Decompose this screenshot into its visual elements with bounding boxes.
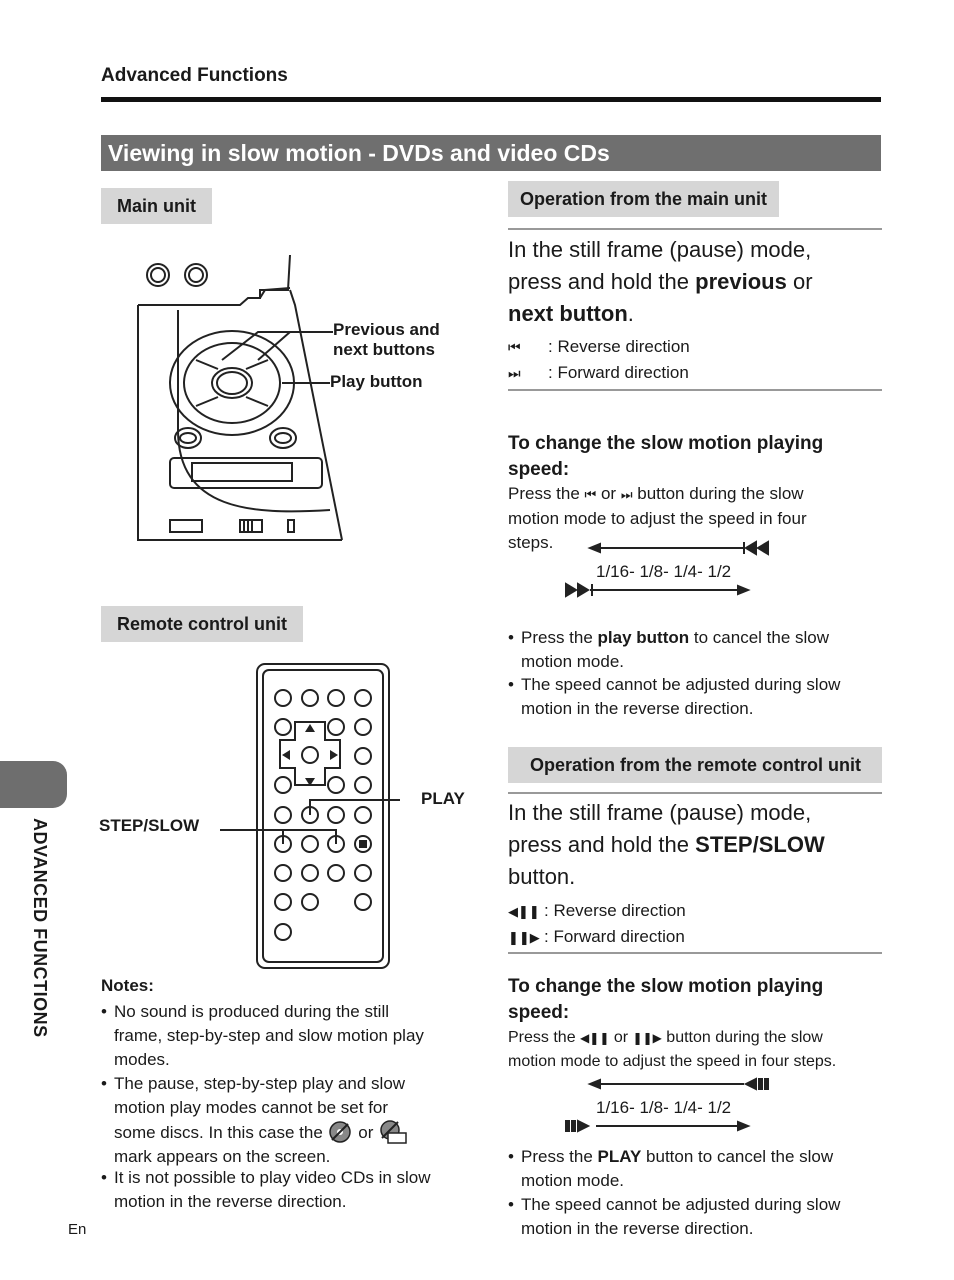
main-unit-label: Main unit [101, 188, 212, 224]
remote-speed-text: Press the ◀❚❚ or ❚❚▶ button during the slow motion mode to adjust the speed in four steps. [508, 1029, 837, 1070]
main-op-reverse: ⏮ : Reverse direction [508, 337, 690, 356]
main-speed-text: Press the ⏮ or ⏭ button during the slow motion mode to adjust the speed in four steps. [508, 484, 807, 552]
main-bullet-2: • The speed cannot be adjusted during slow motion in the reverse direction. [508, 675, 841, 718]
remote-bullet-1: • Press the PLAY button to cancel the slow motion mode. [508, 1147, 834, 1190]
note-1: • No sound is produced during the still frame, step-by-step and slow motion play modes. [101, 1002, 424, 1069]
main-op-instruction: In the still frame (pause) mode, press and hold the previous or next button. [508, 237, 813, 326]
remote-bullet-2: • The speed cannot be adjusted during slow motion in the reverse direction. [508, 1195, 841, 1238]
callout-play: PLAY [421, 789, 465, 808]
divider [508, 792, 882, 794]
side-tab [0, 761, 67, 808]
main-speed-heading: To change the slow motion playing speed: [508, 433, 824, 480]
note-3: • It is not possible to play video CDs in slow motion in the reverse direction. [101, 1168, 431, 1211]
main-speed-steps: 1/16- 1/8- 1/4- 1/2 [596, 562, 732, 581]
section-header: Advanced Functions [101, 65, 288, 86]
remote-speed-heading: To change the slow motion playing speed: [508, 976, 824, 1023]
remote-illustration [220, 660, 400, 975]
side-tab-text: ADVANCED FUNCTIONS [30, 818, 50, 1038]
hand-prohibited-icon [378, 1120, 408, 1144]
remote-speed-steps: 1/16- 1/8- 1/4- 1/2 [596, 1098, 732, 1117]
divider [508, 389, 882, 391]
disc-prohibited-icon [328, 1120, 354, 1144]
header-rule [101, 97, 881, 102]
page-title: Viewing in slow motion - DVDs and video CDs [101, 135, 881, 171]
notes-heading: Notes: [101, 976, 154, 995]
divider [508, 952, 882, 954]
page-language: En [68, 1221, 87, 1238]
callout-prev-next: Previous and next buttons [333, 320, 440, 359]
main-op-label: Operation from the main unit [508, 181, 779, 217]
main-bullet-1: • Press the play button to cancel the slow motion mode. [508, 628, 830, 671]
main-unit-illustration [130, 250, 470, 550]
remote-op-reverse: ◀❚❚ : Reverse direction [508, 901, 686, 920]
callout-step-slow: STEP/SLOW [99, 816, 200, 835]
divider [508, 228, 882, 230]
note-2: • The pause, step-by-step play and slow motion play modes cannot be set for some discs. In this case the or mark appears on the screen. [101, 1072, 481, 1169]
callout-play-button: Play button [330, 372, 423, 391]
remote-op-forward: ❚❚▶ : Forward direction [508, 927, 685, 946]
remote-op-instruction: In the still frame (pause) mode, press and hold the STEP/SLOW button. [508, 800, 825, 889]
main-op-forward: ⏭ : Forward direction [508, 363, 689, 382]
remote-unit-label: Remote control unit [101, 606, 303, 642]
remote-op-label: Operation from the remote control unit [508, 747, 882, 783]
